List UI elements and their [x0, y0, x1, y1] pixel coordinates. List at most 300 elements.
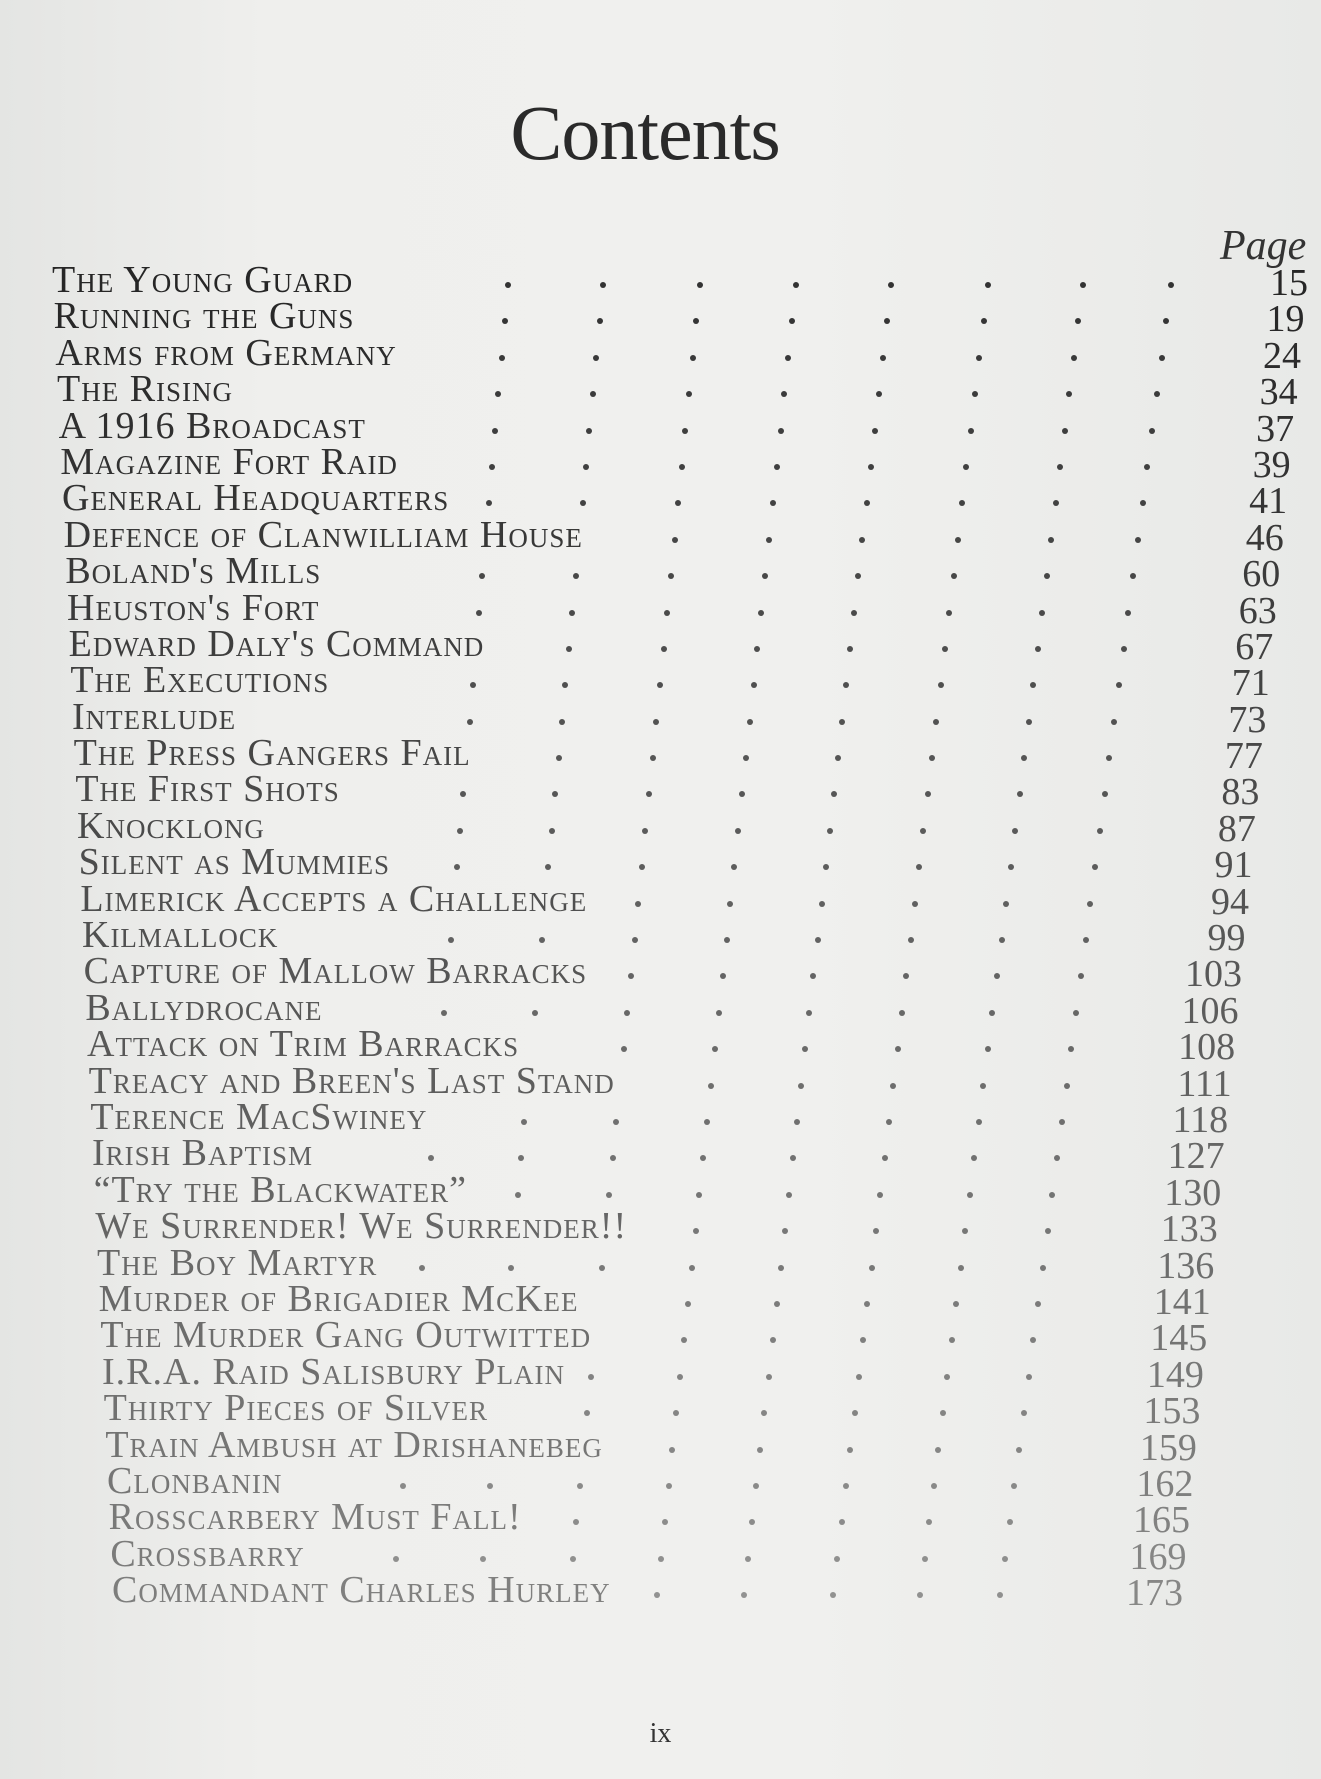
toc-entry-page-number: 71 [1231, 662, 1270, 705]
leader-dot [724, 937, 730, 943]
leader-dot [441, 1010, 447, 1016]
toc-entry-page-number: 41 [1249, 480, 1288, 523]
toc-entry [0, 732, 1321, 778]
leader-dot [580, 500, 586, 506]
leader-dot [559, 719, 565, 725]
toc-entry [0, 1350, 1321, 1396]
leader-dot [774, 1301, 780, 1307]
leader-dot [967, 1192, 973, 1198]
leader-dot [852, 1410, 858, 1416]
toc-entry-title: Ballydrocane [85, 986, 323, 1029]
leader-dot [1048, 537, 1054, 543]
toc-entry [0, 331, 1321, 377]
leader-dot [955, 537, 961, 543]
toc-entry [0, 1387, 1321, 1433]
toc-entry [0, 695, 1321, 741]
leader-dot [588, 1374, 594, 1380]
toc-entry [0, 586, 1321, 632]
leader-dot [931, 1483, 937, 1489]
leader-dot [869, 1265, 875, 1271]
dot-leader [0, 1178, 1321, 1208]
leader-dot [1040, 1265, 1046, 1271]
leader-dot [1121, 646, 1127, 652]
leader-dot [731, 864, 737, 870]
leader-dot [693, 318, 699, 324]
leader-dot [632, 937, 638, 943]
leader-dot [1016, 1447, 1022, 1453]
toc-entry-title: Limerick Accepts a Challenge [80, 877, 588, 920]
leader-dot [839, 1519, 845, 1525]
dot-leader [0, 1069, 1321, 1099]
toc-entry [0, 1059, 1321, 1105]
leader-dot [933, 719, 939, 725]
leader-dot [963, 464, 969, 470]
toc-entry [0, 404, 1321, 450]
dot-leader [0, 705, 1321, 735]
leader-dot [761, 1410, 767, 1416]
leader-dot [843, 682, 849, 688]
toc-entry-page-number: 15 [1270, 262, 1308, 304]
leader-dot [1059, 1119, 1065, 1125]
toc-entry-page-number: 73 [1228, 698, 1267, 741]
leader-dot [786, 1192, 792, 1198]
toc-entry-title: The First Shots [75, 768, 340, 811]
toc-entry-page-number: 103 [1185, 953, 1243, 996]
leader-dot [727, 901, 733, 907]
leader-dot [882, 1155, 888, 1161]
leader-dot [819, 901, 825, 907]
leader-dot [566, 646, 572, 652]
leader-dot [851, 610, 857, 616]
toc-entry-title: Train Ambush at Drishanebeg [105, 1423, 603, 1466]
leader-dot [1125, 610, 1131, 616]
leader-dot [958, 1265, 964, 1271]
toc-entry-title: Irish Baptism [92, 1132, 314, 1175]
leader-dot [1007, 1519, 1013, 1525]
leader-dot [888, 282, 894, 288]
leader-dot [650, 755, 656, 761]
leader-dot [1135, 537, 1141, 543]
leader-dot [794, 1119, 800, 1125]
leader-dot [662, 1519, 668, 1525]
toc-entry-page-number: 169 [1129, 1535, 1187, 1578]
leader-dot [985, 282, 991, 288]
toc-entry [0, 513, 1321, 559]
leader-dot [1003, 901, 1009, 907]
dot-leader [0, 850, 1321, 880]
leader-dot [981, 318, 987, 324]
leader-dot [539, 937, 545, 943]
leader-dot [393, 1556, 399, 1562]
leader-dot [600, 282, 606, 288]
leader-dot [735, 828, 741, 834]
leader-dot [1073, 1010, 1079, 1016]
toc-entry-title: Arms from Germany [55, 331, 397, 374]
leader-dot [700, 1155, 706, 1161]
leader-dot [508, 1265, 514, 1271]
leader-dot [677, 1374, 683, 1380]
toc-entry [0, 440, 1321, 486]
leader-dot [577, 1483, 583, 1489]
leader-dot [999, 937, 1005, 943]
leader-dot [419, 1265, 425, 1271]
toc-entry-title: Edward Daly's Command [68, 622, 485, 665]
dot-leader [0, 1105, 1321, 1135]
toc-entry-page-number: 130 [1164, 1171, 1222, 1214]
leader-dot [679, 464, 685, 470]
leader-dot [766, 537, 772, 543]
dot-leader [0, 996, 1321, 1026]
toc-entry-page-number: 133 [1160, 1208, 1218, 1251]
leader-dot [757, 1447, 763, 1453]
toc-entry-page-number: 99 [1207, 917, 1246, 960]
toc-entry [0, 550, 1321, 596]
leader-dot [1144, 464, 1150, 470]
toc-entry-title: “Try the Blackwater” [93, 1168, 467, 1211]
leader-dot [624, 1010, 630, 1016]
leader-dot [573, 573, 579, 579]
leader-dot [590, 391, 596, 397]
toc-entry-title: Treacy and Breen's Last Stand [88, 1059, 615, 1102]
leader-dot [864, 500, 870, 506]
leader-dot [810, 973, 816, 979]
leader-dot [959, 500, 965, 506]
toc-entry-page-number: 153 [1143, 1390, 1201, 1433]
leader-dot [976, 1119, 982, 1125]
leader-dot [696, 1192, 702, 1198]
leader-dot [654, 1592, 660, 1598]
leader-dot [743, 755, 749, 761]
leader-dot [1062, 428, 1068, 434]
toc-entry [0, 1496, 1321, 1542]
leader-dot [741, 1592, 747, 1598]
leader-dot [968, 428, 974, 434]
leader-dot [942, 646, 948, 652]
dot-leader [0, 814, 1321, 844]
leader-dot [1071, 355, 1077, 361]
toc-entry [0, 1314, 1321, 1360]
toc-entry-title: Terence MacSwiney [90, 1095, 428, 1138]
leader-dot [675, 500, 681, 506]
leader-dot [884, 318, 890, 324]
toc-entry [0, 1423, 1321, 1469]
toc-entry-page-number: 63 [1238, 589, 1277, 632]
leader-dot [610, 1155, 616, 1161]
leader-dot [835, 755, 841, 761]
leader-dot [1111, 719, 1117, 725]
toc-entry [0, 1205, 1321, 1251]
leader-dot [899, 1010, 905, 1016]
leader-dot [1080, 282, 1086, 288]
leader-dot [1163, 318, 1169, 324]
leader-dot [864, 1301, 870, 1307]
toc-entry-page-number: 34 [1259, 371, 1298, 414]
toc-entry [0, 622, 1321, 668]
leader-dot [708, 1083, 714, 1089]
leader-dot [778, 428, 784, 434]
leader-dot [880, 355, 886, 361]
toc-entry-page-number: 145 [1150, 1317, 1208, 1360]
leader-dot [935, 1447, 941, 1453]
leader-dot [766, 1374, 772, 1380]
toc-entry-title: Silent as Mummies [78, 841, 391, 884]
leader-dot [635, 901, 641, 907]
leader-dot [953, 1301, 959, 1307]
leader-dot [747, 719, 753, 725]
leader-dot [745, 1556, 751, 1562]
leader-dot [847, 646, 853, 652]
leader-dot [1021, 755, 1027, 761]
leader-dot [843, 1483, 849, 1489]
toc-entry-title: Thirty Pieces of Silver [103, 1387, 489, 1430]
leader-dot [599, 1265, 605, 1271]
toc-entry [0, 914, 1321, 960]
leader-dot [1092, 864, 1098, 870]
toc-entry-page-number: 19 [1266, 298, 1305, 341]
toc-entry [0, 877, 1321, 923]
toc-entry [0, 368, 1321, 414]
leader-dot [989, 1010, 995, 1016]
dot-leader [0, 1214, 1321, 1244]
toc-entry-title: I.R.A. Raid Salisbury Plain [102, 1350, 566, 1393]
leader-dot [1083, 937, 1089, 943]
leader-dot [770, 1337, 776, 1343]
toc-entry-title: Rosscarbery Must Fall! [108, 1496, 522, 1539]
dot-leader [0, 632, 1321, 662]
leader-dot [940, 1410, 946, 1416]
dot-leader [0, 414, 1321, 444]
toc-entry [0, 1459, 1321, 1505]
leader-dot [1154, 391, 1160, 397]
toc-entry-title: Heuston's Fort [67, 586, 320, 629]
toc-entry-page-number: 83 [1221, 771, 1260, 814]
toc-entry-title: Kilmallock [82, 914, 279, 957]
leader-dot [806, 1010, 812, 1016]
leader-dot [873, 1228, 879, 1234]
dot-leader [0, 887, 1321, 917]
dot-leader [0, 341, 1321, 371]
leader-dot [1066, 391, 1072, 397]
leader-dot [798, 1083, 804, 1089]
toc-entry-title: The Murder Gang Outwitted [100, 1314, 592, 1357]
dot-leader [0, 559, 1321, 589]
leader-dot [1030, 682, 1036, 688]
dot-leader [0, 523, 1321, 553]
leader-dot [642, 828, 648, 834]
leader-dot [834, 1556, 840, 1562]
leader-dot [908, 937, 914, 943]
leader-dot [1049, 1192, 1055, 1198]
leader-dot [951, 573, 957, 579]
leader-dot [830, 1592, 836, 1598]
toc-entry-page-number: 162 [1136, 1462, 1194, 1505]
toc-entry-page-number: 77 [1224, 735, 1263, 778]
leader-dot [606, 1192, 612, 1198]
leader-dot [739, 791, 745, 797]
leader-dot [946, 610, 952, 616]
dot-leader [0, 268, 1321, 298]
leader-dot [802, 1046, 808, 1052]
page-folio: ix [649, 1718, 672, 1749]
dot-leader [0, 741, 1321, 771]
toc-entry-title: Capture of Mallow Barracks [83, 950, 588, 993]
leader-dot [669, 1447, 675, 1453]
toc-entry-title: Commandant Charles Hurley [112, 1569, 611, 1612]
leader-dot [593, 355, 599, 361]
toc-entry-title: The Boy Martyr [97, 1241, 378, 1284]
leader-dot [962, 1228, 968, 1234]
leader-dot [545, 864, 551, 870]
dot-leader [0, 377, 1321, 407]
leader-dot [681, 1337, 687, 1343]
leader-dot [621, 1046, 627, 1052]
dot-leader [0, 1251, 1321, 1281]
leader-dot [839, 719, 845, 725]
leader-dot [1026, 1374, 1032, 1380]
leader-dot [920, 828, 926, 834]
leader-dot [1026, 719, 1032, 725]
leader-dot [1057, 464, 1063, 470]
leader-dot [971, 1155, 977, 1161]
dot-leader [0, 1032, 1321, 1062]
leader-dot [716, 1010, 722, 1016]
toc-entry [0, 1168, 1321, 1214]
leader-dot [1045, 1228, 1051, 1234]
leader-dot [646, 791, 652, 797]
leader-dot [770, 500, 776, 506]
leader-dot [505, 282, 511, 288]
dot-leader [0, 777, 1321, 807]
leader-dot [515, 1192, 521, 1198]
leader-dot [668, 573, 674, 579]
toc-entry-page-number: 136 [1157, 1244, 1215, 1287]
toc-entry-title: Clonbanin [107, 1459, 283, 1502]
leader-dot [751, 682, 757, 688]
leader-dot [1053, 500, 1059, 506]
table-of-contents [0, 259, 1321, 1615]
leader-dot [1106, 755, 1112, 761]
toc-entry-title: A 1916 Broadcast [58, 404, 366, 447]
leader-dot [872, 428, 878, 434]
leader-dot [1130, 573, 1136, 579]
leader-dot [1044, 573, 1050, 579]
leader-dot [697, 282, 703, 288]
leader-dot [1002, 1556, 1008, 1562]
leader-dot [552, 791, 558, 797]
leader-dot [903, 973, 909, 979]
toc-entry-page-number: 165 [1132, 1499, 1190, 1542]
toc-entry-title: Defence of Clanwilliam House [63, 513, 583, 556]
leader-dot [976, 355, 982, 361]
leader-dot [1017, 791, 1023, 797]
leader-dot [613, 1119, 619, 1125]
leader-dot [877, 1192, 883, 1198]
toc-entry-page-number: 141 [1153, 1280, 1211, 1323]
toc-entry [0, 841, 1321, 887]
leader-dot [758, 610, 764, 616]
toc-entry-page-number: 108 [1178, 1026, 1236, 1069]
toc-entry-page-number: 127 [1167, 1135, 1225, 1178]
toc-entry [0, 659, 1321, 705]
toc-entry-page-number: 173 [1126, 1572, 1183, 1615]
leader-dot [793, 282, 799, 288]
toc-entry [0, 1277, 1321, 1323]
dot-leader [0, 1141, 1321, 1171]
leader-dot [868, 464, 874, 470]
leader-dot [785, 355, 791, 361]
toc-entry [0, 1023, 1321, 1069]
leader-dot [781, 391, 787, 397]
leader-dot [460, 791, 466, 797]
leader-dot [476, 610, 482, 616]
toc-entry-page-number: 111 [1177, 1062, 1232, 1105]
toc-entry-page-number: 149 [1146, 1353, 1204, 1396]
leader-dot [1075, 318, 1081, 324]
leader-dot [693, 1228, 699, 1234]
leader-dot [912, 901, 918, 907]
leader-dot [682, 428, 688, 434]
toc-entry [0, 986, 1321, 1032]
leader-dot [1159, 355, 1165, 361]
leader-dot [1011, 1483, 1017, 1489]
leader-dot [569, 610, 575, 616]
leader-dot [521, 1119, 527, 1125]
toc-entry-title: Magazine Fort Raid [60, 440, 398, 483]
leader-dot [916, 864, 922, 870]
leader-dot [457, 828, 463, 834]
toc-entry-page-number: 39 [1252, 443, 1291, 486]
leader-dot [949, 1337, 955, 1343]
leader-dot [753, 1483, 759, 1489]
toc-entry-title: The Press Gangers Fail [73, 732, 471, 775]
leader-dot [502, 318, 508, 324]
leader-dot [1140, 500, 1146, 506]
leader-dot [597, 318, 603, 324]
leader-dot [790, 1155, 796, 1161]
leader-dot [487, 1483, 493, 1489]
leader-dot [1035, 646, 1041, 652]
toc-entry [0, 1095, 1321, 1141]
leader-dot [1039, 610, 1045, 616]
leader-dot [661, 646, 667, 652]
toc-entry-title: Interlude [72, 695, 237, 738]
leader-dot [890, 1083, 896, 1089]
leader-dot [1097, 828, 1103, 834]
leader-dot [827, 828, 833, 834]
leader-dot [1068, 1046, 1074, 1052]
leader-dot [1087, 901, 1093, 907]
toc-entry-page-number: 87 [1217, 807, 1256, 850]
toc-entry [0, 804, 1321, 850]
leader-dot [658, 1556, 664, 1562]
toc-entry [0, 295, 1321, 341]
dot-leader [0, 959, 1321, 989]
leader-dot [754, 646, 760, 652]
leader-dot [653, 719, 659, 725]
leader-dot [925, 791, 931, 797]
leader-dot [583, 464, 589, 470]
toc-entry-page-number: 60 [1242, 553, 1281, 596]
toc-entry [0, 768, 1321, 814]
leader-dot [856, 1374, 862, 1380]
toc-entry-title: Attack on Trim Barracks [87, 1023, 520, 1066]
leader-dot [938, 682, 944, 688]
toc-entry-page-number: 46 [1245, 516, 1284, 559]
leader-dot [997, 1592, 1003, 1598]
leader-dot [886, 1119, 892, 1125]
leader-dot [584, 1410, 590, 1416]
leader-dot [944, 1374, 950, 1380]
